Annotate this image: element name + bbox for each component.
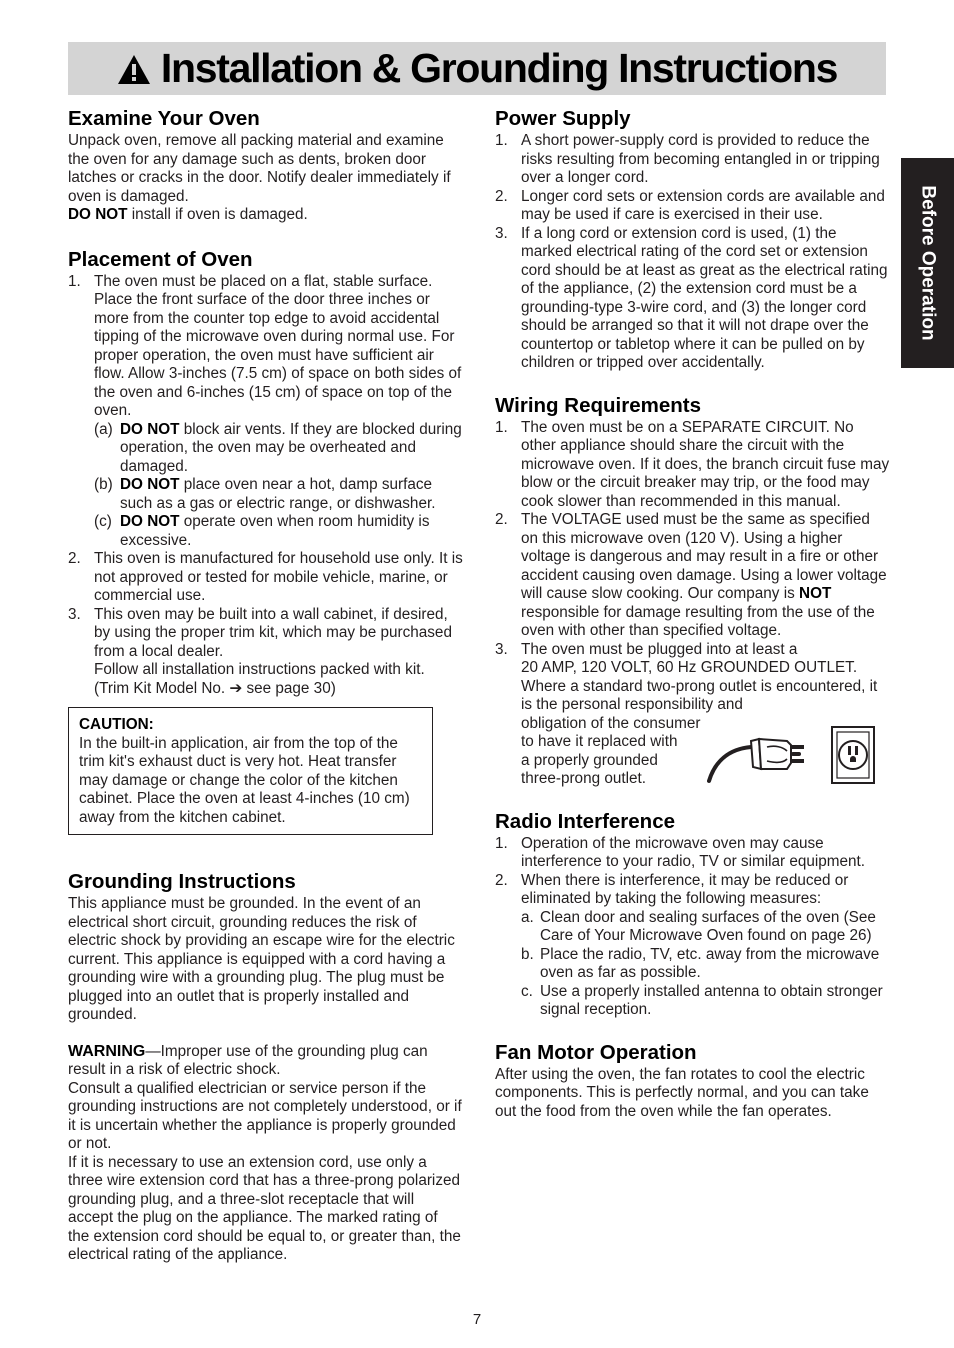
item-text: block air vents. If they are blocked during operation, the oven may be overheated and damaged.	[120, 420, 462, 475]
item-number: c.	[521, 982, 533, 1000]
item-number: 1.	[68, 272, 81, 290]
item-number: 1.	[495, 418, 508, 436]
item-number: 3.	[68, 605, 81, 623]
item-number: (c)	[94, 513, 112, 530]
left-column	[68, 106, 463, 1279]
item-text: 20 AMP, 120 VOLT, 60 Hz GROUNDED OUTLET.	[521, 659, 858, 676]
examine-do-not-text: install if oven is damaged.	[127, 206, 308, 223]
grounding-paragraph: Consult a qualified electrician or service person if the grounding instructions are not completely understood, or if it is uncertain whether the appliance is properly grounded or not.	[68, 1079, 462, 1152]
grounded-plug-and-outlet-illustration	[707, 725, 877, 787]
item-number: b.	[521, 945, 534, 963]
item-text: The oven must be placed on a flat, stable surface. Place the front surface of the door three inches or more from the counter top edge to avoid accidental tipping of the microwave oven during normal use. For proper operation, the oven must have sufficient air flow. Allow 3-inches (7.5 cm) of space on both sides of the oven and 6-inches (15 cm) of space on top of the oven.	[94, 272, 462, 419]
item-text: three-prong outlet.	[521, 770, 647, 787]
caution-box	[68, 707, 433, 835]
item-text: The oven must be on a SEPARATE CIRCUIT. No other appliance should share the circuit with the microwave oven. If it does, the branch circuit fuse may blow or the circuit breaker may trip, or the food may cook slower than recommended in this manual.	[521, 418, 890, 510]
examine-do-not: DO NOT	[68, 206, 128, 223]
list-item	[68, 606, 463, 699]
list-item	[495, 641, 890, 789]
list-item	[521, 983, 890, 1020]
radio-list	[495, 835, 890, 1020]
list-item	[521, 946, 890, 983]
warning-triangle-icon	[117, 54, 151, 85]
warning-text: —Improper use of the grounding plug can result in a risk of electric shock.	[68, 1042, 428, 1078]
item-number: (b)	[94, 476, 113, 493]
placement-list	[68, 273, 463, 699]
placement-heading: Placement of Oven	[68, 247, 253, 271]
item-number: 3.	[495, 224, 508, 242]
item-text: If a long cord or extension cord is used, (1) the marked electrical rating of the cord set or extension cord should be at least as great as the electrical rating of the appliance, (2) the extension cord must be a grounding-type 3-wire cord, and (3) the longer cord should be arranged so that it will not drape over the countertop or tabletop where it can be pulled on by children or tripped over accidentally.	[521, 224, 888, 371]
three-prong-plug-icon	[709, 739, 804, 781]
placement-sublist	[94, 421, 463, 551]
item-text: operate oven when room humidity is excessive.	[120, 513, 430, 549]
fan-heading: Fan Motor Operation	[495, 1040, 697, 1064]
not-label: NOT	[799, 585, 832, 602]
wiring-section	[495, 393, 890, 789]
item-text: responsible for damage resulting from the use of the oven with other than specified voltage.	[521, 603, 875, 639]
do-not-label: DO NOT	[120, 513, 180, 530]
wiring-heading: Wiring Requirements	[495, 393, 701, 417]
item-number: 2.	[495, 187, 508, 205]
item-text: When there is interference, it may be reduced or eliminated by taking the following measures:	[521, 871, 849, 907]
item-text: The oven must be plugged into at least a	[521, 640, 798, 658]
wiring-list	[495, 419, 890, 789]
item-text: Clean door and sealing surfaces of the oven (See Care of Your Microwave Oven found on page 26)	[540, 908, 876, 944]
item-text: place oven near a hot, damp surface such as a gas or electric range, or dishwasher.	[120, 476, 436, 512]
list-item	[495, 132, 890, 188]
item-number: a.	[521, 908, 534, 926]
caution-title: CAUTION:	[79, 716, 154, 733]
page-number: 7	[472, 1311, 482, 1328]
item-number: 2.	[495, 871, 508, 889]
examine-text: Unpack oven, remove all packing material and examine the oven for any damage such as dents, broken door latches or cracks in the door. Notify dealer immediately if oven is damaged.	[68, 132, 451, 205]
item-text: to have it replaced with	[521, 733, 678, 750]
list-item	[495, 872, 890, 1020]
item-text: This oven is manufactured for household use only. It is not approved or tested for mobile vehicle, marine, or commercial use.	[94, 550, 463, 604]
fan-section	[495, 1040, 890, 1122]
do-not-label: DO NOT	[120, 476, 180, 493]
page-title: Installation & Grounding Instructions	[160, 45, 838, 91]
examine-heading: Examine Your Oven	[68, 107, 260, 130]
right-column	[495, 106, 890, 1135]
grounding-section	[68, 869, 463, 1265]
list-item	[495, 419, 890, 512]
list-item	[521, 909, 890, 946]
grounding-paragraph: This appliance must be grounded. In the event of an electrical short circuit, grounding reduces the risk of electric shock by providing an escape wire for the electric current. This appliance is equipped with a cord having a grounding wire with a grounding plug. The plug must be plugged into an outlet that is properly installed and grounded.	[68, 895, 455, 1023]
item-text: Operation of the microwave oven may cause interference to your radio, TV or similar equipment.	[521, 834, 866, 870]
grounded-outlet-icon	[832, 727, 874, 783]
do-not-label: DO NOT	[120, 420, 180, 438]
examine-section	[68, 106, 463, 225]
grounding-paragraph: If it is necessary to use an extension cord, use only a three wire extension cord that has a three-prong polarized grounding plug, and a three-slot receptacle that will accept the plug on the appliance. The marked rating of the extension cord should be equal to, or greater than, the electrical rating of the appliance.	[68, 1153, 461, 1263]
warning-label: WARNING	[68, 1042, 146, 1060]
item-number: 2.	[68, 550, 81, 567]
list-item	[68, 273, 463, 551]
list-item	[94, 421, 463, 477]
power-heading: Power Supply	[495, 107, 631, 130]
item-number: 1.	[495, 834, 508, 852]
item-text: Where a standard two-prong outlet is encountered, it is the personal responsibility and	[521, 677, 878, 713]
item-text: a properly grounded	[521, 751, 658, 769]
item-number: 3.	[495, 640, 508, 658]
section-tab-label: Before Operation	[917, 185, 939, 341]
caution-text: In the built-in application, air from the top of the trim kit's exhaust duct is very hot. Heat transfer may damage or change the color of the kitchen cabinet. Place the oven at least 4-inches (10 cm) away from the kitchen cabinet.	[79, 734, 410, 826]
list-item	[94, 476, 463, 513]
item-text: Use a properly installed antenna to obtain stronger signal reception.	[540, 982, 883, 1018]
list-item	[495, 225, 890, 373]
power-list	[495, 132, 890, 373]
item-text: The VOLTAGE used must be the same as specified on this microwave oven (120 V). Using a higher voltage is dangerous and may result in a fire or other accident causing oven damage. Using a lower voltage will cause slow cooking. Our company is	[521, 511, 887, 602]
list-item	[495, 835, 890, 872]
list-item	[495, 188, 890, 225]
item-number: (a)	[94, 420, 113, 438]
list-item	[495, 511, 890, 641]
fan-body: After using the oven, the fan rotates to cool the electric components. This is perfectly normal, and you can take out the food from the oven while the fan operates.	[495, 1065, 869, 1120]
grounding-warning	[68, 1043, 463, 1080]
title-bar	[68, 42, 886, 95]
item-number: 1.	[495, 132, 508, 149]
item-text: This oven may be built into a wall cabinet, if desired, by using the proper trim kit, which may be purchased from a local dealer.	[94, 605, 452, 660]
item-text: A short power-supply cord is provided to reduce the risks resulting from becoming entangled in or tripping over a longer cord.	[521, 132, 880, 186]
radio-heading: Radio Interference	[495, 809, 675, 833]
power-section	[495, 106, 890, 373]
radio-section	[495, 809, 890, 1020]
grounding-heading: Grounding Instructions	[68, 870, 296, 893]
section-tab	[901, 158, 954, 368]
placement-section	[68, 247, 463, 836]
item-text: Longer cord sets or extension cords are available and may be used if care is exercised in their use.	[521, 187, 885, 223]
radio-sublist	[521, 909, 890, 1020]
examine-body	[68, 132, 463, 225]
item-text: obligation of the consumer	[521, 714, 701, 732]
item-text: Place the radio, TV, etc. away from the microwave oven as far as possible.	[540, 945, 880, 981]
item-text: Follow all installation instructions packed with kit.	[94, 661, 425, 678]
item-number: 2.	[495, 511, 508, 528]
trim-kit-reference: (Trim Kit Model No. ➔ see page 30)	[94, 679, 336, 697]
list-item	[94, 513, 463, 550]
list-item	[68, 550, 463, 606]
